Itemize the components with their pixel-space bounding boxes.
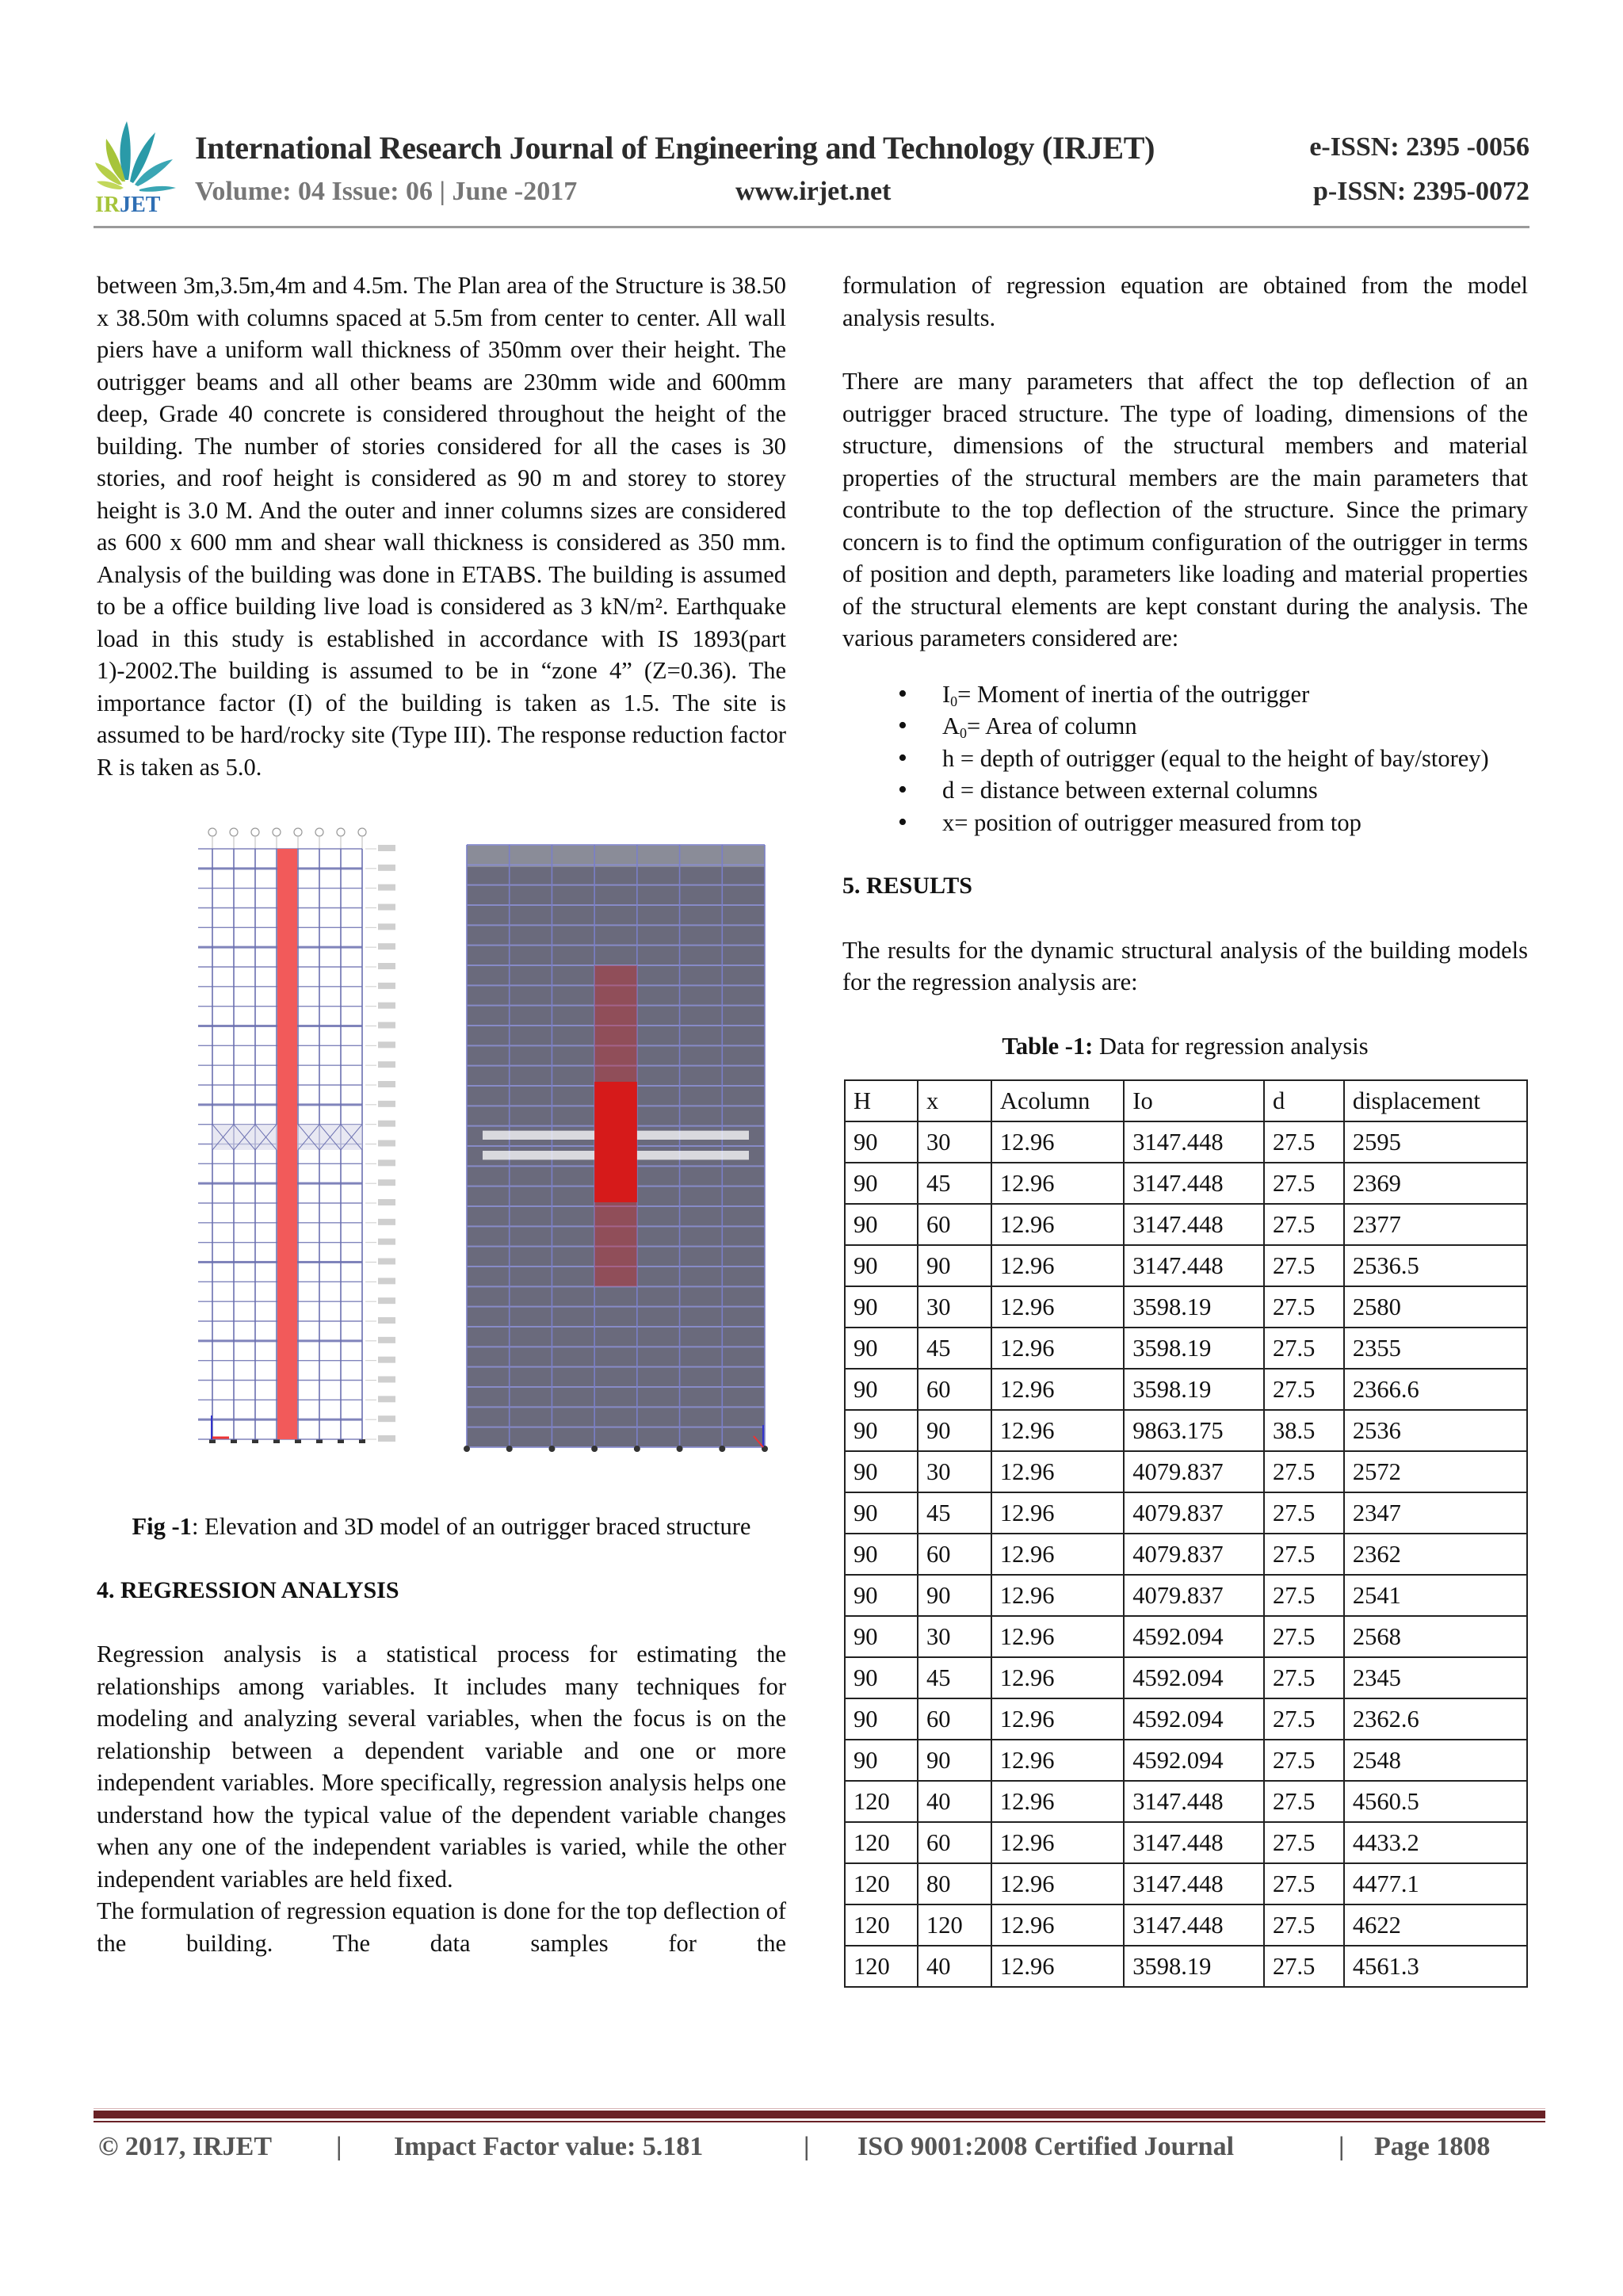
table-row xyxy=(845,1822,1527,1863)
header-divider xyxy=(94,226,1529,228)
model-support xyxy=(548,1446,555,1452)
footer-impact-factor: Impact Factor value: 5.181 xyxy=(394,2132,704,2161)
table-cell: 30 xyxy=(918,1451,991,1492)
table-cell: 4079.837 xyxy=(1124,1451,1264,1492)
table-cell: 2377 xyxy=(1344,1204,1527,1245)
support-mark xyxy=(273,1439,280,1443)
table-cell: 12.96 xyxy=(991,1863,1124,1904)
table-cell: 60 xyxy=(918,1698,991,1740)
model-support xyxy=(506,1446,513,1452)
table-caption-label: Table -1: xyxy=(1002,1032,1094,1060)
table-row xyxy=(845,1204,1527,1245)
table-cell: 27.5 xyxy=(1264,1204,1344,1245)
table-cell: 90 xyxy=(845,1575,918,1616)
table-cell: 3598.19 xyxy=(1124,1946,1264,1987)
table-cell: 3147.448 xyxy=(1124,1863,1264,1904)
table-cell: 45 xyxy=(918,1163,991,1204)
page-footer xyxy=(98,2132,1509,2172)
storey-label-mark xyxy=(378,963,395,969)
table-cell: 12.96 xyxy=(991,1245,1124,1286)
storey-label-mark xyxy=(378,1337,395,1343)
grid-bubble xyxy=(273,828,281,836)
table-cell: 27.5 xyxy=(1264,1781,1344,1822)
table-cell: 90 xyxy=(845,1410,918,1451)
table-cell: 120 xyxy=(845,1946,918,1987)
table-cell: 3147.448 xyxy=(1124,1204,1264,1245)
table-cell: 2572 xyxy=(1344,1451,1527,1492)
table-cell: 90 xyxy=(845,1369,918,1410)
table-cell: 27.5 xyxy=(1264,1904,1344,1946)
table-cell: 30 xyxy=(918,1286,991,1328)
footer-separator: | xyxy=(804,2132,810,2161)
table-cell: 90 xyxy=(845,1534,918,1575)
table-row xyxy=(845,1163,1527,1204)
table-cell: 2347 xyxy=(1344,1492,1527,1534)
table-cell: 2355 xyxy=(1344,1328,1527,1369)
table-cell: 90 xyxy=(845,1286,918,1328)
table-cell: 3147.448 xyxy=(1124,1781,1264,1822)
table-cell: 90 xyxy=(845,1616,918,1657)
grid-bubble xyxy=(358,828,366,836)
table-cell: 12.96 xyxy=(991,1204,1124,1245)
storey-label-mark xyxy=(378,1377,395,1383)
footer-band xyxy=(94,2111,1545,2118)
table-cell: 4477.1 xyxy=(1344,1863,1527,1904)
section-4-paragraph-2: The formulation of regression equation is done for the top deflection of the building. The data samples for the xyxy=(97,1897,786,1957)
table-cell: 12.96 xyxy=(991,1657,1124,1698)
table-caption xyxy=(842,1030,1528,1063)
table-cell: 120 xyxy=(918,1904,991,1946)
table-cell: 4622 xyxy=(1344,1904,1527,1946)
table-row xyxy=(845,1781,1527,1822)
table-cell: 90 xyxy=(845,1328,918,1369)
table-cell: 2362 xyxy=(1344,1534,1527,1575)
grid-bubble xyxy=(315,828,323,836)
volume-issue: Volume: 04 Issue: 06 | June -2017 xyxy=(195,177,578,206)
storey-label-mark xyxy=(378,1278,395,1284)
table-cell: 2580 xyxy=(1344,1286,1527,1328)
table-cell: 3147.448 xyxy=(1124,1121,1264,1163)
table-row xyxy=(845,1286,1527,1328)
table-row xyxy=(845,1698,1527,1740)
table-row xyxy=(845,1410,1527,1451)
table-cell: 27.5 xyxy=(1264,1245,1344,1286)
storey-label-mark xyxy=(378,1357,395,1363)
table-row xyxy=(845,1328,1527,1369)
storey-label-mark xyxy=(378,865,395,871)
table-cell: 90 xyxy=(918,1740,991,1781)
table-cell: 2536.5 xyxy=(1344,1245,1527,1286)
journal-title: International Research Journal of Engineering and Technology (IRJET) xyxy=(195,130,1155,166)
table-cell: 90 xyxy=(845,1245,918,1286)
support-mark xyxy=(295,1439,301,1443)
footer-separator: | xyxy=(336,2132,342,2161)
table-cell: 38.5 xyxy=(1264,1410,1344,1451)
storey-label-mark xyxy=(378,1396,395,1402)
table-cell: 12.96 xyxy=(991,1904,1124,1946)
table-cell: 27.5 xyxy=(1264,1575,1344,1616)
storey-label-mark xyxy=(378,943,395,949)
table-cell: 12.96 xyxy=(991,1286,1124,1328)
figure-caption xyxy=(97,1511,786,1543)
parameters-paragraph: There are many parameters that affect the top deflection of an outrigger braced structure. The type of loading, dimensions of the structure, dimensions of the structural members and material properties of the structural members are the main parameters that contribute to the top deflection of the structure. Since the primary concern is to find the optimum configuration of the outrigger in terms of position and depth, parameters like loading and material properties of the structural elements are kept constant during the analysis. The various parameters considered are: xyxy=(842,368,1528,651)
table-row xyxy=(845,1369,1527,1410)
storey-label-mark xyxy=(378,1081,395,1087)
3d-model-drawing xyxy=(457,821,778,1471)
table-row xyxy=(845,1863,1527,1904)
parameter-item: • d = distance between external columns xyxy=(842,774,1528,807)
grid-bubble xyxy=(337,828,345,836)
footer-rule-top xyxy=(94,2108,1545,2109)
left-column xyxy=(97,269,786,1959)
storey-label-mark xyxy=(378,1140,395,1147)
grid-bubble xyxy=(251,828,259,836)
storey-label-mark xyxy=(378,904,395,911)
table-cell: 30 xyxy=(918,1121,991,1163)
footer-separator: | xyxy=(1338,2132,1345,2161)
p-issn: p-ISSN: 2395-0072 xyxy=(1313,177,1529,206)
table-cell: 4561.3 xyxy=(1344,1946,1527,1987)
table-row xyxy=(845,1946,1527,1987)
intro-paragraph: between 3m,3.5m,4m and 4.5m. The Plan area of the Structure is 38.50 x 38.50m with columns spaced at 5.5m from center to center. All wall piers have a uniform wall thickness of 350mm over their height. The outrigger beams and all other beams are 230mm wide and 600mm deep, Grade 40 concrete is considered throughout the height of the building. The number of stories considered for all the cases is 30 stories, and roof height is considered as 90 m and storey to storey height is 3.0 M. And the outer and inner columns sizes are considered as 600 x 600 mm and shear wall thickness is considered as 350 mm. Analysis of the building was done in ETABS. The building is assumed to be a office building live load is considered as 3 kN/m². Earthquake load in this study is established in accordance with IS 1893(part 1)-2002.The building is assumed to be in “zone 4” (Z=0.36). The importance factor (I) of the building is taken as 1.5. The site is assumed to be hard/rocky site (Type III). The response reduction factor R is taken as 5.0. xyxy=(97,272,786,781)
table-cell: 27.5 xyxy=(1264,1369,1344,1410)
table-cell: 40 xyxy=(918,1946,991,1987)
table-cell: 3147.448 xyxy=(1124,1245,1264,1286)
table-cell: 27.5 xyxy=(1264,1698,1344,1740)
table-cell: 27.5 xyxy=(1264,1946,1344,1987)
storey-label-mark xyxy=(378,1259,395,1265)
table-cell: 3598.19 xyxy=(1124,1328,1264,1369)
model-support xyxy=(719,1446,725,1452)
table-cell: 4592.094 xyxy=(1124,1657,1264,1698)
table-cell: 27.5 xyxy=(1264,1121,1344,1163)
right-column xyxy=(842,269,1528,1988)
column-header-acolumn: Acolumn xyxy=(991,1080,1124,1121)
table-cell: 90 xyxy=(845,1163,918,1204)
table-cell: 2366.6 xyxy=(1344,1369,1527,1410)
parameters-list xyxy=(842,678,1528,839)
table-row xyxy=(845,1657,1527,1698)
continuation-paragraph: formulation of regression equation are obtained from the model analysis results. xyxy=(842,272,1528,331)
table-cell: 2541 xyxy=(1344,1575,1527,1616)
table-cell: 27.5 xyxy=(1264,1740,1344,1781)
storey-label-mark xyxy=(378,983,395,989)
table-cell: 4079.837 xyxy=(1124,1575,1264,1616)
column-header-displacement: displacement xyxy=(1344,1080,1527,1121)
table-cell: 90 xyxy=(845,1451,918,1492)
grid-bubble xyxy=(230,828,238,836)
table-cell: 27.5 xyxy=(1264,1286,1344,1328)
table-cell: 4079.837 xyxy=(1124,1492,1264,1534)
table-cell: 40 xyxy=(918,1781,991,1822)
figure-1 xyxy=(97,821,786,1495)
column-header-h: H xyxy=(845,1080,918,1121)
table-cell: 12.96 xyxy=(991,1369,1124,1410)
table-cell: 27.5 xyxy=(1264,1863,1344,1904)
table-cell: 2548 xyxy=(1344,1740,1527,1781)
table-cell: 12.96 xyxy=(991,1534,1124,1575)
table-cell: 4079.837 xyxy=(1124,1534,1264,1575)
table-cell: 120 xyxy=(845,1863,918,1904)
footer-copyright: © 2017, IRJET xyxy=(98,2132,273,2161)
table-cell: 4592.094 xyxy=(1124,1698,1264,1740)
table-cell: 27.5 xyxy=(1264,1534,1344,1575)
table-cell: 12.96 xyxy=(991,1451,1124,1492)
table-cell: 45 xyxy=(918,1492,991,1534)
table-cell: 90 xyxy=(918,1410,991,1451)
table-cell: 9863.175 xyxy=(1124,1410,1264,1451)
parameter-item: • x= position of outrigger measured from top xyxy=(842,807,1528,839)
table-cell: 2568 xyxy=(1344,1616,1527,1657)
table-cell: 90 xyxy=(845,1698,918,1740)
figure-caption-text: : Elevation and 3D model of an outrigger braced structure xyxy=(191,1513,751,1540)
table-cell: 4592.094 xyxy=(1124,1740,1264,1781)
grid-bubble xyxy=(208,828,216,836)
model-support xyxy=(634,1446,640,1452)
table-cell: 3147.448 xyxy=(1124,1904,1264,1946)
table-row xyxy=(845,1616,1527,1657)
table-cell: 90 xyxy=(918,1575,991,1616)
support-mark xyxy=(316,1439,323,1443)
parameter-item: • h = depth of outrigger (equal to the height of bay/storey) xyxy=(842,743,1528,775)
storey-label-mark xyxy=(378,1239,395,1245)
table-row xyxy=(845,1904,1527,1946)
storey-label-mark xyxy=(378,923,395,930)
table-cell: 12.96 xyxy=(991,1163,1124,1204)
column-header-d: d xyxy=(1264,1080,1344,1121)
table-cell: 3147.448 xyxy=(1124,1822,1264,1863)
column-header-io: Io xyxy=(1124,1080,1264,1121)
parameter-item: • $I_0=$ Moment of inertia of the outrigger xyxy=(842,678,1528,711)
storey-label-mark xyxy=(378,1219,395,1225)
support-mark xyxy=(231,1439,237,1443)
logo-text: IRJET xyxy=(95,193,161,216)
table-cell: 4592.094 xyxy=(1124,1616,1264,1657)
footer-iso: ISO 9001:2008 Certified Journal xyxy=(857,2132,1235,2161)
table-cell: 3147.448 xyxy=(1124,1163,1264,1204)
table-cell: 27.5 xyxy=(1264,1163,1344,1204)
table-cell: 2536 xyxy=(1344,1410,1527,1451)
table-row xyxy=(845,1740,1527,1781)
table-cell: 90 xyxy=(845,1204,918,1245)
roof-slab xyxy=(467,845,765,867)
grid-bubble xyxy=(294,828,302,836)
table-cell: 12.96 xyxy=(991,1410,1124,1451)
table-cell: 27.5 xyxy=(1264,1451,1344,1492)
model-support xyxy=(591,1446,598,1452)
table-cell: 60 xyxy=(918,1534,991,1575)
section-4-heading: 4. REGRESSION ANALYSIS xyxy=(97,1576,399,1603)
table-cell: 2362.6 xyxy=(1344,1698,1527,1740)
table-cell: 2595 xyxy=(1344,1121,1527,1163)
storey-label-mark xyxy=(378,1121,395,1127)
support-mark xyxy=(252,1439,258,1443)
table-cell: 27.5 xyxy=(1264,1328,1344,1369)
storey-label-mark xyxy=(378,1061,395,1068)
support-mark xyxy=(338,1439,344,1443)
table-cell: 12.96 xyxy=(991,1740,1124,1781)
table-cell: 90 xyxy=(845,1657,918,1698)
figure-caption-label: Fig -1 xyxy=(132,1513,192,1540)
page-header xyxy=(94,115,1529,226)
table-cell: 90 xyxy=(845,1121,918,1163)
storey-label-mark xyxy=(378,845,395,851)
table-caption-text: Data for regression analysis xyxy=(1093,1032,1369,1060)
storey-label-mark xyxy=(378,1179,395,1186)
table-cell: 4560.5 xyxy=(1344,1781,1527,1822)
table-cell: 120 xyxy=(845,1904,918,1946)
regression-data-table xyxy=(844,1079,1528,1988)
footer-rule-bottom xyxy=(94,2121,1545,2122)
model-support xyxy=(677,1446,683,1452)
table-cell: 60 xyxy=(918,1204,991,1245)
storey-label-mark xyxy=(378,1022,395,1029)
table-cell: 120 xyxy=(845,1822,918,1863)
table-cell: 90 xyxy=(845,1492,918,1534)
table-cell: 27.5 xyxy=(1264,1822,1344,1863)
storey-label-mark xyxy=(378,1317,395,1324)
table-cell: 45 xyxy=(918,1328,991,1369)
table-cell: 12.96 xyxy=(991,1121,1124,1163)
table-cell: 30 xyxy=(918,1616,991,1657)
table-cell: 12.96 xyxy=(991,1822,1124,1863)
table-cell: 27.5 xyxy=(1264,1616,1344,1657)
logo-leaves xyxy=(95,121,176,192)
section-4-paragraph-1: Regression analysis is a statistical process for estimating the relationships among variables. It includes many techniques for modeling and analyzing several variables, when the focus is on the relationship between a dependent variable and one or more independent variables. More specifically, regression analysis helps one understand how the typical value of the dependent variable changes when any one of the independent variables is varied, while the other independent variables are held fixed. xyxy=(97,1641,786,1893)
section-5-heading: 5. RESULTS xyxy=(842,873,972,899)
table-body xyxy=(845,1121,1527,1987)
storey-label-mark xyxy=(378,1415,395,1422)
model-support xyxy=(464,1446,470,1452)
table-cell: 60 xyxy=(918,1822,991,1863)
table-cell: 4433.2 xyxy=(1344,1822,1527,1863)
table-cell: 12.96 xyxy=(991,1328,1124,1369)
table-cell: 120 xyxy=(845,1781,918,1822)
core-wall-3d xyxy=(594,1082,637,1202)
table-cell: 12.96 xyxy=(991,1698,1124,1740)
storey-label-mark xyxy=(378,1199,395,1205)
table-cell: 27.5 xyxy=(1264,1492,1344,1534)
elevation-drawing xyxy=(198,821,464,1463)
footer-page-number: Page 1808 xyxy=(1374,2132,1491,2161)
storey-label-mark xyxy=(378,1159,395,1166)
table-cell: 80 xyxy=(918,1863,991,1904)
table-cell: 12.96 xyxy=(991,1492,1124,1534)
table-row xyxy=(845,1575,1527,1616)
table-cell: 45 xyxy=(918,1657,991,1698)
table-row xyxy=(845,1121,1527,1163)
table-cell: 2369 xyxy=(1344,1163,1527,1204)
table-row xyxy=(845,1492,1527,1534)
table-row xyxy=(845,1534,1527,1575)
section-5-paragraph: The results for the dynamic structural analysis of the building models for the regression analysis are: xyxy=(842,936,1528,995)
support-mark xyxy=(359,1439,365,1443)
column-header-x: x xyxy=(918,1080,991,1121)
table-cell: 2345 xyxy=(1344,1657,1527,1698)
storey-label-mark xyxy=(378,884,395,891)
table-cell: 90 xyxy=(845,1740,918,1781)
journal-website-link[interactable]: www.irjet.net xyxy=(735,177,892,206)
irjet-logo-icon xyxy=(94,115,181,216)
table-cell: 90 xyxy=(918,1245,991,1286)
table-row xyxy=(845,1245,1527,1286)
storey-label-mark xyxy=(378,1101,395,1107)
table-cell: 27.5 xyxy=(1264,1657,1344,1698)
table-cell: 12.96 xyxy=(991,1616,1124,1657)
storey-label-mark xyxy=(378,1003,395,1009)
parameter-item: • $A_0=$ Area of column xyxy=(842,710,1528,743)
core-shear-wall xyxy=(277,849,297,1439)
support-mark xyxy=(209,1439,216,1443)
e-issn: e-ISSN: 2395 -0056 xyxy=(1309,132,1529,162)
table-cell: 12.96 xyxy=(991,1946,1124,1987)
storey-label-mark xyxy=(378,1041,395,1048)
table-cell: 60 xyxy=(918,1369,991,1410)
table-header-row xyxy=(845,1080,1527,1121)
table-cell: 12.96 xyxy=(991,1575,1124,1616)
table-row xyxy=(845,1451,1527,1492)
table-cell: 3598.19 xyxy=(1124,1286,1264,1328)
storey-label-mark xyxy=(378,1297,395,1304)
storey-label-mark xyxy=(378,1435,395,1442)
table-cell: 12.96 xyxy=(991,1781,1124,1822)
table-cell: 3598.19 xyxy=(1124,1369,1264,1410)
